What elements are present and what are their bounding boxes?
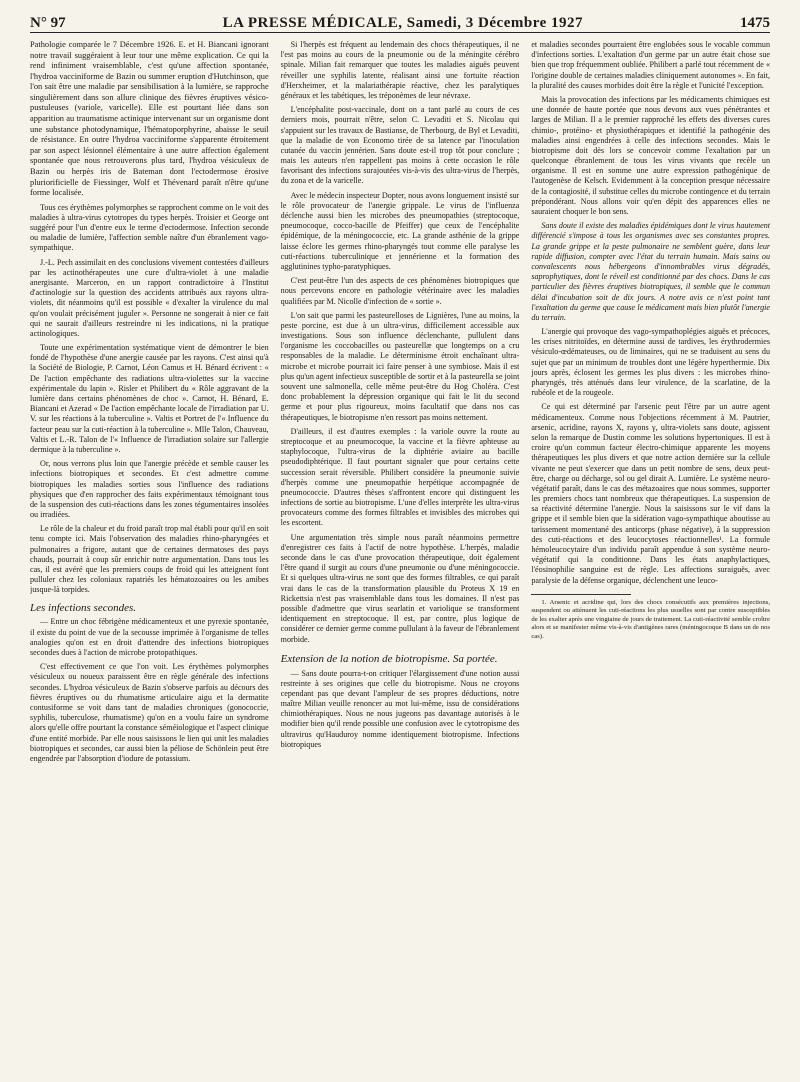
paragraph: Avec le médecin inspecteur Dopter, nous avons longuement insisté sur le rôle provocateur de l'anergie grippale. Le virus de l'influenza déclenche aussi bien les microbes des pneumopathies (streptocoque, pneumocoque, cocco-bacille de Pfeiffer) que ceux de l'encéphalite épidémique, de la méningococcie, etc. La grande asthénie de la grippe laisse éclore les germes rhino-pharyngés tout comme elle paralyse les cuti-réactions tuberculinique et jennérienne et la formation des agglutinines typho-paratyphiques. [280,190,520,271]
paragraph: C'est peut-être l'un des aspects de ces phénomènes biotropiques que nous percevons encore en pathologie vétérinaire avec les maladies qualifiées par M. Nicolle d'infection de « sortie ». [280,276,520,306]
paragraph: Toute une expérimentation systématique vient de démontrer le bien fondé de l'hypothèse d'une anergie causée par les rayons. C'est ainsi qu'à la Société de Biologie, P. Carnot, Léon Camus et H. Bénard écrivent : « De l'action empêchante des radiations ultra-violettes sur la vaccine expérimentale du lapin ». Risler et Philibert du « Rôle aggravant de la lumière dans certains phénomènes de choc ». Carnot, H. Bénard, E. Biancani et Azerad « De l'action empêchante locale de l'irradiation par U. V. sur les réactions à la tuberculine ». Valtis et Portret de l'« Influence du facteur peau sur la cuti-réaction à la tuberculine ». Mlle Talon, Chauveau, Valtis et L.-R. Talon de l'« Influence de l'irradiation solaire sur l'allergie dermique à la tuberculine ». [30,343,269,454]
page-number: 1475 [740,15,770,31]
footnote-divider [531,594,631,595]
column-1 [30,40,269,1060]
paragraph: Or, nous verrons plus loin que l'anergie précède et semble causer les infections biotropiques et secondes. Et c'est admettre comme biotropiques les maladies sorties sous l'influence des radiations physiques que d'en rapprocher des faits expérimentaux témoignant tous de la suspension des cuti-réactions dans les zones tégumentaires insolées ou irradiées. [30,459,269,520]
paragraph: L'encéphalite post-vaccinale, dont on a tant parlé au cours de ces derniers mois, pourrait n'être, selon C. Levaditi et S. Nicolau qui s'appuient sur les travaux de Bastianse, de Therbourg, de Byl et Levaditi, que la maladie de von Economo tirée de sa latence par l'inoculation cutanée du vaccin jennérien. Sans doute est-il trop tôt pour conclure ; mais les auteurs n'en rappellent pas moins à cette occasion le rôle favorisant des infections surajoutées vis-à-vis des ultra-virus de l'herpès, du zona et de la varicelle. [280,105,520,186]
paragraph: Ce qui est déterminé par l'arsenic peut l'être par un autre agent médicamenteux. Comme nous l'objections récemment à M. Pautrier, arsenic, acridine, rayons X, rayons γ, ultra-violets sans doute, agissent selon la remarque de Dustin comme les solutions hypertoniques. Il est à croire qu'un commun facteur électro-chimique apparente les moyens thérapeutiques les plus divers et que notre action dernière sur la cellule vivante ne peut s'exercer que dans un petit nombre de sens, deux peut-être, charge ou décharge, sol ou gel dirait A. Lumière. Le système neuro-végétatif paraît, dans le cas des métazoaires que nous sommes, supporter les premiers chocs tant nombreux que thérapeutiques. La suspension de sa réactivité détermine l'anergie. Nous la saisissons sur le vif dans la grippe et il semble bien que la sidération vago-sympathique aboutisse au tarissement momentané des anticorps (phase négative), à la suppression des cuti-réactions et des leucocytoses réactionnelles¹. La formule hémoleucocytaire d'un individu paraît appendue à son système neuro-végétatif qui la conditionne. Dans les états anaphylactiques, l'éosinophilie sanguine est de règle. Les affections suraiguës, avec paralysie de la défense organique, déclenchent une leuco- [531,402,771,585]
journal-title: LA PRESSE MÉDICALE, Samedi, 3 Décembre 1927 [222,15,583,31]
paragraph: C'est effectivement ce que l'on voit. Les érythèmes polymorphes vésiculeux ou noueux paraissent être en règle générale des infections secondes. L'hydroa vésiculeux de Bazin s'observe parfois au décours des fièvres éruptives ou du rhumatisme articulaire aigu et la dermatite contusiforme se voit dans tant de maladies chroniques (gonococcie, syphilis, tuberculose, rhumatisme) qu'on en a voulu faire un syndrome alors qu'elle offre pourtant la constance séméiologique et l'aspect clinique d'une entité morbide. Par elle nous saisissons le lien qui unit les maladies biotropiques et secondes, car aussi bien la péliose de Schönlein peut être engendrée par l'absorption d'iodure de potassium. [30,662,269,763]
paragraph: Le rôle de la chaleur et du froid paraît trop mal établi pour qu'il en soit tenu compte ici. Mais l'observation des maladies rhino-pharyngées et pulmonaires a frigore, autant que de certaines dermatoses des pays chauds, pourrait à coup sûr enrichir notre argumentation. Dans tous les cas, il est avéré que les premiers coups de froid qui les atteignent font pulluler chez les coloniaux rapatriés les hématozoaires ou les amibes jusque-là torpides. [30,524,269,595]
paragraph: — Sans doute pourra-t-on critiquer l'élargissement d'une notion aussi restreinte à ses origines que celle du biotropisme. Nous ne croyons cependant pas que devant l'ampleur de ses propres déductions, notre maître Milian veuille renoncer au mot lui-même, issu de considérations chimiothérapiques. Nous ne nous jugeons pas davantage autorisés à le modifier bien qu'il rende possible une confusion avec le cytotropisme des ultravirus qu'Hauduroy nomme identiquement biotropisme. Infections biotropiques [280,668,520,749]
page-header [30,10,770,33]
paragraph: D'ailleurs, il est d'autres exemples : la variole ouvre la route au streptocoque et au pneumocoque, la vaccine et la fièvre aphteuse au staphylocoque, l'ultra-virus de la diphtérie aviaire au bacille pseudodiphtérique. Il faut pourtant signaler que pour certains cette succession serait réversible. Philibert considère la pneumonie suivie d'herpès comme une pneumopathie herpétique accompagnée de pneumococcie. D'autres thèses s'affrontent encore qui distinguent les infections de sortie au biotropisme. L'une d'elles interprète les ultra-virus provocateurs comme des formes filtrables et invisibles des microbes qui les escortent. [280,426,520,528]
section-heading: Extension de la notion de biotropisme. Sa portée. [280,652,498,665]
paragraph: Tous ces érythèmes polymorphes se rapprochent comme on le voit des maladies à ultra-virus cytotropes du types herpès. Troisier et George ont suggéré pour l'un d'entre eux le terme d'ectodermose. Infection seconde ou maladie de lumière, l'affection semble naître d'un ébranlement vago-sympathique. [30,202,269,253]
paragraph: Mais la provocation des infections par les médicaments chimiques est une donnée de haute portée que nous devons aux vues pénétrantes et larges de Milian. Il a le premier rapproché les effets des diverses cures chimio-, protéino- et physiothérapiques et identifié la pathogénie des maladies ainsi engendrées à celle des infections secondes. Mais le biotropisme doit dès lors se concevoir comme l'exaltation par un quelconque ébranlement de tous les virus vivants que recèle un organisme. Il est en somme une autre expression pathogénique de l'autogenèse de Kelsch. Evidemment à la conception presque nécessaire de la contagiosité, il substitue celles du microbe contingence et du terrain prépondérant. Nous allons voir qu'en dépit des apparences elles ne sauraient choquer le bon sens. [531,94,771,216]
paragraph: L'on sait que parmi les pasteurelloses de Lignières, l'une au moins, la peste porcine, est due à un ultra-virus, difficilement accessible aux investigations. Sous son influence déclenchante, pullulent dans l'organisme les coccobacilles ou pasteurellæ que longtemps on a cru responsables de la maladie. Le déterminisme étroit enchaînant ultra-microbe et microbe pourrait ici faire penser à une symbiose. Mais il est plus qu'un agent infectieux susceptible de sortir et à la pasteurella se joint souvent une salmonella, celle même peut-être du Hog Choléra. C'est donc probablement la dépression organique qui fait le lit du second germe et pour plus rigoureux, moins facultatif que dans nos cas thérapeutiques, le biotropisme n'en ressort pas moins nettement. [280,310,520,422]
paragraph: J.-L. Pech assimilait en des conclusions vivement contestées d'ailleurs par les actinothérapeutes une cure d'ultra-violet à une maladie anergisante. Marceron, en un rapport contradictoire à l'Institut d'actinologie sur la question des accidents attribués aux rayons ultra-violets, dit néanmoins qu'il est possible « d'exalter la virulence du mal qu'on voulait précisément juguler ». Personne ne songerait à nier ce fait qui ne saurait d'ailleurs restreindre ni les indications, ni la pratique actinologiques. [30,257,269,338]
paragraph: et maladies secondes pourraient être englobées sous le vocable commun d'infections sorties. L'exaltation d'un germe par un autre était chose sue bien que trop fréquemment oubliée. Philibert a parlé tout récemment de « l'origine double de certaines maladies cliniquement autonomes ». En fait, la pluralité des causes morbides doit être la règle et l'unicité l'exception. [531,40,771,90]
paragraph: L'anergie qui provoque des vago-sympathoplégies aiguës et précoces, les crises nitritoïdes, en détermine aussi de tardives, les érythrodermies vésiculo-œdémateuses, ou de liminaires, qui ne se traduisent au sens du sujet que par un minimum de troubles dont une légère hyperthermie. Dix jours après, éclosent les germes les plus divers : les microbes rhino-pharyngés, très atténués dans leur virulence, de la scarlatine, de la rubéole et de la rougeole. [531,327,771,398]
paragraph: Une argumentation très simple nous paraît néanmoins permettre d'enregistrer ces faits à l'actif de notre hypothèse. L'herpès, maladie seconde dans le cas d'une provocation thérapeutique, doit également l'être quand il surgit au cours d'une pneumonie ou d'une méningococcie. Et si quelques ultra-virus ne sont que des formes filtrables, ce qui paraît vrai dans le cas de la transformation plausible du Proteus X 19 en Rickettsia n'est pas vraisemblable dans tous les domaines. Il n'est pas possible d'admettre que virus searlatin et variolique se transforment identiquement en streptocoque. Il est, par contre, plus logique de considérer ce dernier germe comme pullulant à la faveur de l'ébranlement morbide. [280,532,520,644]
issue-number: N° 97 [30,15,66,31]
article-columns [30,40,770,1060]
paragraph-italic: Sans doute il existe des maladies épidémiques dont le virus hautement différencié s'impose à tous les organismes avec ses constantes propres. La grande grippe et la peste pulmonaire ne semblent guère, dans leur rapide diffusion, compter avec l'état du terrain humain. Mais sains ou convalescents nous hébergeons d'innombrables virus dégradés, saprophytiques, dont le réveil est conditionné par des chocs. Dans le cas particulier des fièvres éruptives biotropiques, il semble que le commun délai d'incubation soit de dix jours. A notre avis ce n'est point tant l'exaltation du germe que cause le médicament mais bien plutôt l'anergie du terrain. [531,221,771,322]
column-3 [531,40,770,1060]
paragraph: Si l'herpès est fréquent au lendemain des chocs thérapeutiques, il ne l'est pas moins au cours de la pneumonie ou de la méningite cérébro spinale. Milian fait remarquer que toutes les maladies aiguës peuvent réveiller une syphilis latente, réalisant ainsi une fortuite réaction d'Herxheimer, et la malariathérapie réactive, chez les paralytiques généraux et les tabétiques, les tréponèmes de leur névraxe. [280,40,520,100]
paragraph: — Entre un choc fébrigène médicamenteux et une pyrexie spontanée, il existe du point de vue de la secousse imprimée à l'organisme de telles analogies qu'on est en droit d'attendre des infections biotropiques secondes dues à l'action de microbe protopathiques. [30,617,269,658]
footnote: 1. Arsenic et acridine qui, lors des chocs consécutifs aux premières injections, suspendent ou atténuent les cuti-réactions les plus usuelles sont par contre susceptibles de les exalter après une vingtaine de jours de traitement. La cuti-réactivité semble croître alors et se manifester même vis-à-vis d'antigènes rares (méningocoque B dans un de nos cas). [531,598,771,641]
section-heading: Les infections secondes. [30,601,137,614]
column-2 [281,40,520,1060]
paragraph: Pathologie comparée le 7 Décembre 1926. E. et H. Biancani ignorant notre travail suggéraient à leur tour une même explication. Ce qui la rend infiniment vraisemblable, c'est qu'une affection spontanée, l'hydroa vacciniforme de Bazin ou summer eruption d'Hutchinson, que l'on sait être une maladie par sensibilisation à la lumière, se rapproche singulièrement dans son allure clinique des fièvres éruptives vésico-pustuleuses (variole, varicelle). Elle est pourtant liée dans son apparition au traumatisme actinique intervenant sur un organisme dont une substance photodynamique, l'hématoporphyrine, abaisse le seuil de résistance. En outre l'hydroa vacciniforme s'apparente étroitement par son aspect lésionnel élémentaire à une autre affection également spontanée que nous retrouverons plus tard, l'hydroa vésiculeux de Bazin ou herpès iris de Bateman dont l'ectodermose érosive pluriorificielle de Fiessinger, Wolf et Thévenard paraît n'être qu'une forme localisée. [30,40,269,198]
